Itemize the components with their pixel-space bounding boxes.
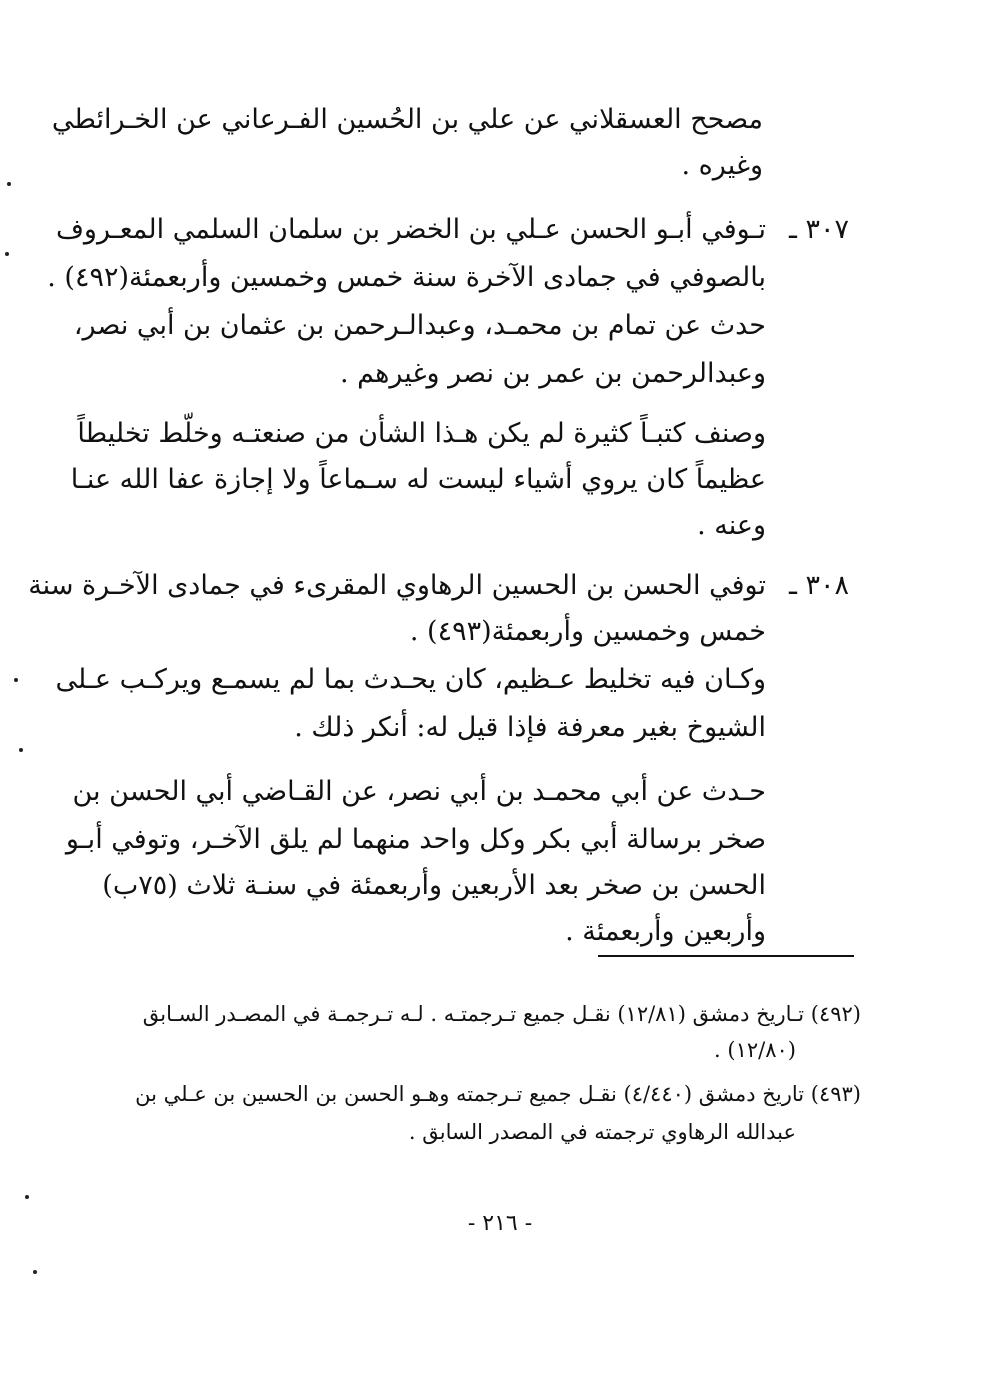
scan-speck [19,748,23,752]
entry-308-line-4: الشيوخ بغير معرفة فإذا قيل له: أنكر ذلك . [294,712,766,743]
entry-308-para2-line-1: حـدث عن أبي محمـد بن أبي نصر، عن القـاضي أبي الحسن بن [72,776,766,807]
intro-line-2: وغيره . [681,150,763,181]
footnote-rule [598,955,854,957]
entry-307-line-1: تـوفي أبـو الحسن عـلي بن الخضر بن سلمان السلمي المعـروف [55,214,766,245]
entry-307-line-4: وعبدالرحمن بن عمر بن نصر وغيرهم . [339,358,766,389]
scan-speck [7,182,11,186]
intro-line-1: مصحح العسقلاني عن علي بن الحُسين الفـرعاني عن الخـرائطي [51,104,763,135]
page-number: - ٢١٦ - [467,1211,533,1236]
entry-308-line-1: توفي الحسن بن الحسين الرهاوي المقرىء في جمادى الآخـرة سنة [28,570,766,601]
entry-308-para2-line-4: وأربعين وأربعمئة . [565,916,766,947]
scan-speck [25,1195,29,1199]
entry-307-para2-line-2: عظيماً كان يروي أشياء ليست له سـماعاً ولا إجازة عفا الله عنـا [70,464,766,495]
entry-308-para2-line-2: صخر برسالة أبي بكر وكل واحد منهما لم يلق الآخـر، وتوفي أبـو [65,824,766,855]
entry-308-number: ٣٠٨ ـ [788,570,849,601]
footnote-492-line-1: (٤٩٢) تـاريخ دمشق (١٢/٨١) نقـل جميع تـرجمتـه . لـه تـرجمـة في المصـدر السـابق [142,1002,861,1026]
entry-307-para2-line-1: وصنف كتبـاً كثيرة لم يكن هـذا الشأن من صنعتـه وخلّط تخليطاً [77,418,766,449]
footnote-493-line-1: (٤٩٣) تاريخ دمشق (٤/٤٤٠) نقـل جميع تـرجمته وهـو الحسن بن الحسين بن عـلي بن [135,1082,861,1106]
entry-307-line-3: حدث عن تمام بن محمـد، وعبدالـرحمن بن عثمان بن أبي نصر، [73,310,766,341]
scan-speck [14,678,18,682]
entry-308-line-3: وكـان فيه تخليط عـظيم، كان يحـدث بما لم يسمـع ويركـب عـلى [55,664,766,695]
footnote-492-line-2: (١٢/٨٠) . [714,1038,796,1062]
scan-speck [33,1270,37,1274]
entry-307-line-2: بالصوفي في جمادى الآخرة سنة خمس وخمسين وأربعمئة(٤٩٢) . [47,262,766,293]
entry-307-number: ٣٠٧ ـ [788,214,849,245]
scan-speck [5,252,9,256]
entry-307-para2-line-3: وعنه . [697,510,766,541]
entry-308-line-2: خمس وخمسين وأربعمئة(٤٩٣) . [409,616,766,647]
footnote-493-line-2: عبدالله الرهاوي ترجمته في المصدر السابق . [408,1120,796,1144]
entry-308-para2-line-3: الحسن بن صخر بعد الأربعين وأربعمئة في سنـة ثلاث (٧٥ب) [102,870,766,901]
